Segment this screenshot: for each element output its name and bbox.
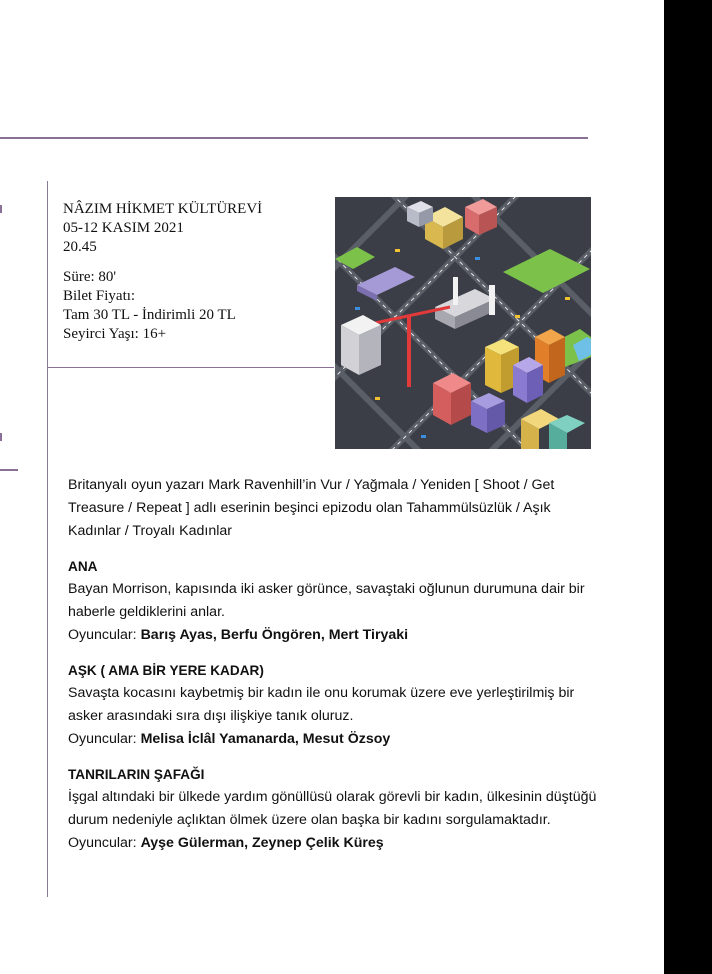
cast-names: Melisa İclâl Yamanarda, Mesut Özsoy xyxy=(140,731,391,747)
info-divider xyxy=(48,367,334,368)
description xyxy=(68,474,628,855)
cast-line xyxy=(68,832,628,855)
isometric-city-illustration-icon xyxy=(335,197,591,449)
intro-line: Treasure / Repeat ] adlı eserinin beşinci epizodu olan Tahammülsüzlük / Aşık xyxy=(68,500,551,516)
duration: Süre: 80' xyxy=(63,269,117,285)
venue-time: 20.45 xyxy=(63,239,97,255)
cast-names: Ayşe Gülerman, Zeynep Çelik Küreş xyxy=(140,835,384,851)
cast-label: Oyuncular: xyxy=(68,835,137,851)
section-line: Savaşta kocasını kaybetmiş bir kadın ile onu korumak üzere eve yerleştirilmiş bir xyxy=(68,685,575,701)
edge-tick xyxy=(0,433,2,441)
section-title: ANA xyxy=(68,559,98,574)
section-line: durum nedeniyle açlıktan ölmek üzere olan başka bir kadını sorgulamaktadır. xyxy=(68,812,551,828)
cast-names: Barış Ayas, Berfu Öngören, Mert Tiryaki xyxy=(140,627,409,643)
intro-line: Kadınlar / Troyalı Kadınlar xyxy=(68,523,233,539)
ticket-prices: Tam 30 TL - İndirimli 20 TL xyxy=(63,307,236,323)
venue-info xyxy=(63,200,328,344)
venue-name: NÂZIM HİKMET KÜLTÜREVİ xyxy=(63,201,263,217)
left-divider xyxy=(0,469,18,471)
intro-line: Britanyalı oyun yazarı Mark Ravenhill’in Vur / Yağmala / Yeniden [ Shoot / Get xyxy=(68,477,555,493)
section-title: TANRILARIN ŞAFAĞI xyxy=(68,767,205,782)
section-line: haberle geldiklerini anlar. xyxy=(68,604,225,620)
section-line: asker arasındaki sıra dışı ilişkiye tanık oluruz. xyxy=(68,708,354,724)
section-line: Bayan Morrison, kapısında iki asker görünce, savaştaki oğlunun durumuna dair bir xyxy=(68,581,585,597)
vertical-divider xyxy=(47,181,48,897)
cast-label: Oyuncular: xyxy=(68,731,137,747)
venue-dates: 05-12 KASIM 2021 xyxy=(63,220,184,236)
ticket-label: Bilet Fiyatı: xyxy=(63,288,136,304)
section-title: AŞK ( AMA BİR YERE KADAR) xyxy=(68,663,264,678)
city-illustration xyxy=(335,197,591,449)
section-line: İşgal altındaki bir ülkede yardım gönüllüsü olarak görevli bir kadın, ülkesinin düştüğü xyxy=(68,789,597,805)
cast-label: Oyuncular: xyxy=(68,627,137,643)
top-divider xyxy=(0,137,588,139)
cast-line xyxy=(68,728,628,751)
cast-line xyxy=(68,624,628,647)
right-black-bar xyxy=(664,0,712,974)
edge-tick xyxy=(0,205,2,213)
audience-age: Seyirci Yaşı: 16+ xyxy=(63,326,167,342)
